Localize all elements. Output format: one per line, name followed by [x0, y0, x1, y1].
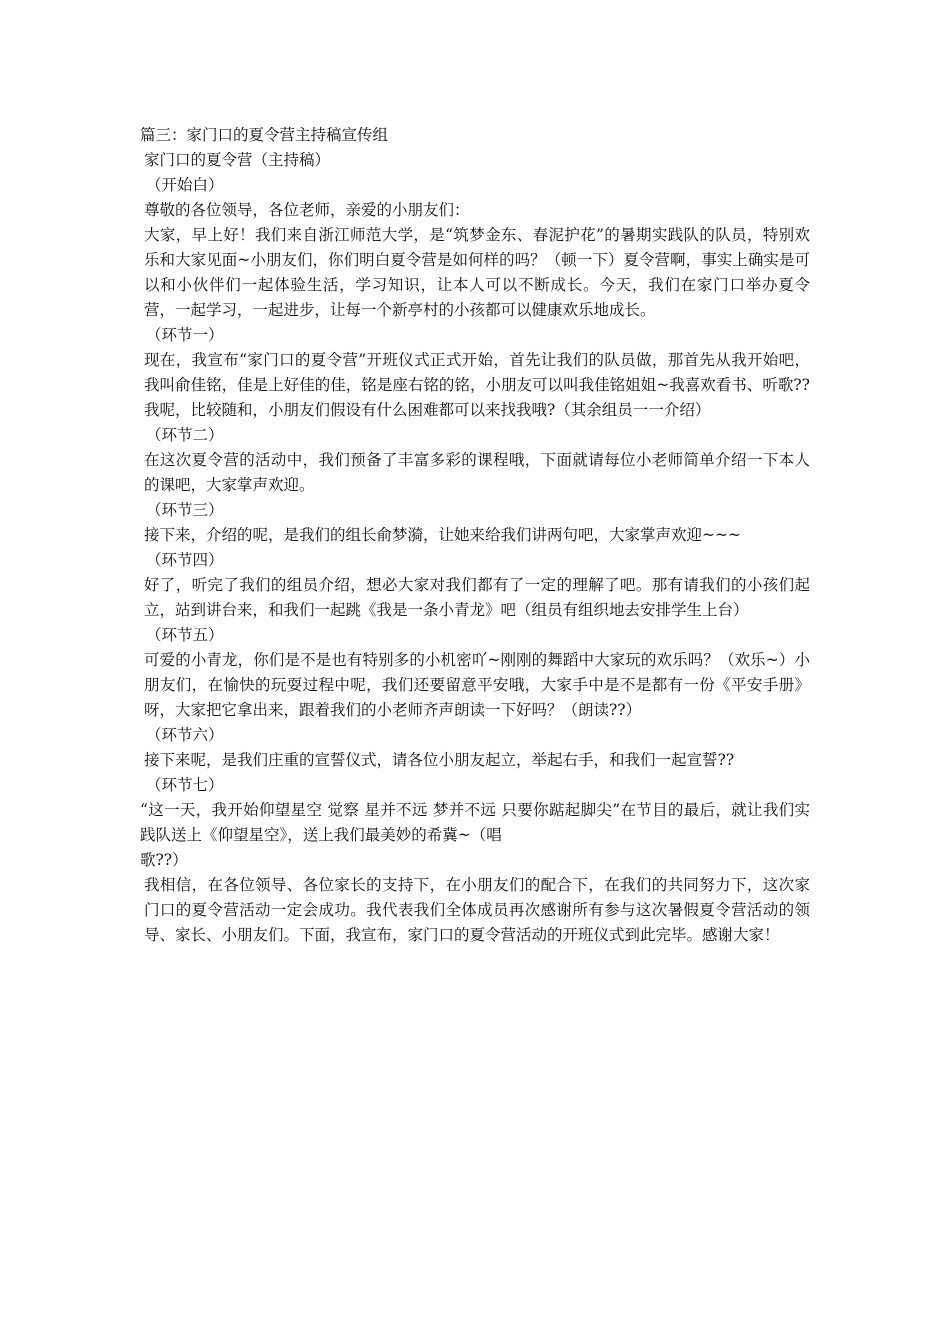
- section-heading-2: （环节二）: [146, 426, 224, 444]
- section-paragraph-3: 接下来，介绍的呢，是我们的组长俞梦漪，让她来给我们讲两句吧，大家掌声欢迎~~~: [144, 526, 741, 544]
- section-paragraph-6: 接下来呢，是我们庄重的宣誓仪式，请各位小朋友起立，举起右手，和我们一起宣誓??: [144, 751, 735, 769]
- section-paragraph-7: “这一天，我开始仰望星空 觉察 星并不远 梦并不远 只要你踮起脚尖”在节目的最后，就让我们实践队送上《仰望星空》，送上我们最美妙的希冀~（唱: [140, 801, 810, 844]
- document-title: 篇三：家门口的夏令营主持稿宣传组: [140, 126, 389, 144]
- section-paragraph-5: 可爱的小青龙，你们是不是也有特别多的小机密吖~刚刚的舞蹈中大家玩的欢乐吗？（欢乐~）小朋友们，在愉快的玩耍过程中呢，我们还要留意平安哦，大家手中是不是都有一份《平安手册》呀，大家把它拿出来，跟着我们的小老师齐声朗读一下好吗？（朗读??）: [144, 651, 810, 719]
- section-heading-1: （环节一）: [146, 326, 224, 344]
- section-heading-5: （环节五）: [146, 626, 224, 644]
- section-paragraph-4: 好了，听完了我们的组员介绍，想必大家对我们都有了一定的理解了吧。那有请我们的小孩们起立，站到讲台来，和我们一起跳《我是一条小青龙》吧（组员有组织地去安排学生上台）: [144, 576, 810, 619]
- greeting-paragraph: 尊敬的各位领导，各位老师，亲爱的小朋友们：: [144, 201, 470, 219]
- section-heading-7: （环节七）: [146, 776, 224, 794]
- section-paragraph-2: 在这次夏令营的活动中，我们预备了丰富多彩的课程哦，下面就请每位小老师简单介绍一下本人的课吧，大家掌声欢迎。: [144, 451, 810, 494]
- stage-direction-opening: （开始白）: [146, 176, 224, 194]
- section-paragraph-1: 现在，我宣布“家门口的夏令营”开班仪式正式开始，首先让我们的队员做，那首先从我开始吧，我叫俞佳铭，佳是上好佳的佳，铭是座右铭的铭，小朋友可以叫我佳铭姐姐~我喜欢看书、听歌??我呢，比较随和，小朋友们假设有什么困难都可以来找我哦?（其余组员一一介绍）: [144, 351, 810, 419]
- document-subtitle: 家门口的夏令营（主持稿）: [144, 151, 331, 169]
- section-heading-4: （环节四）: [146, 551, 224, 569]
- section-heading-6: （环节六）: [146, 726, 224, 744]
- closing-paragraph: 我相信，在各位领导、各位家长的支持下，在小朋友们的配合下，在我们的共同努力下，这次家门口的夏令营活动一定会成功。我代表我们全体成员再次感谢所有参与这次暑假夏令营活动的领导、家长、小朋友们。下面，我宣布，家门口的夏令营活动的开班仪式到此完毕。感谢大家！: [144, 876, 810, 944]
- document-page: [140, 123, 810, 948]
- opening-paragraph: 大家，早上好！我们来自浙江师范大学，是“筑梦金东、春泥护花”的暑期实践队的队员，特别欢乐和大家见面~小朋友们，你们明白夏令营是如何样的吗？（顿一下）夏令营啊，事实上确实是可以和小伙伴们一起体验生活，学习知识，让本人可以不断成长。今天，我们在家门口举办夏令营，一起学习，一起进步，让每一个新亭村的小孩都可以健康欢乐地成长。: [144, 226, 810, 319]
- section-heading-3: （环节三）: [146, 501, 224, 519]
- section-paragraph-7-continued: 歌??）: [140, 851, 188, 869]
